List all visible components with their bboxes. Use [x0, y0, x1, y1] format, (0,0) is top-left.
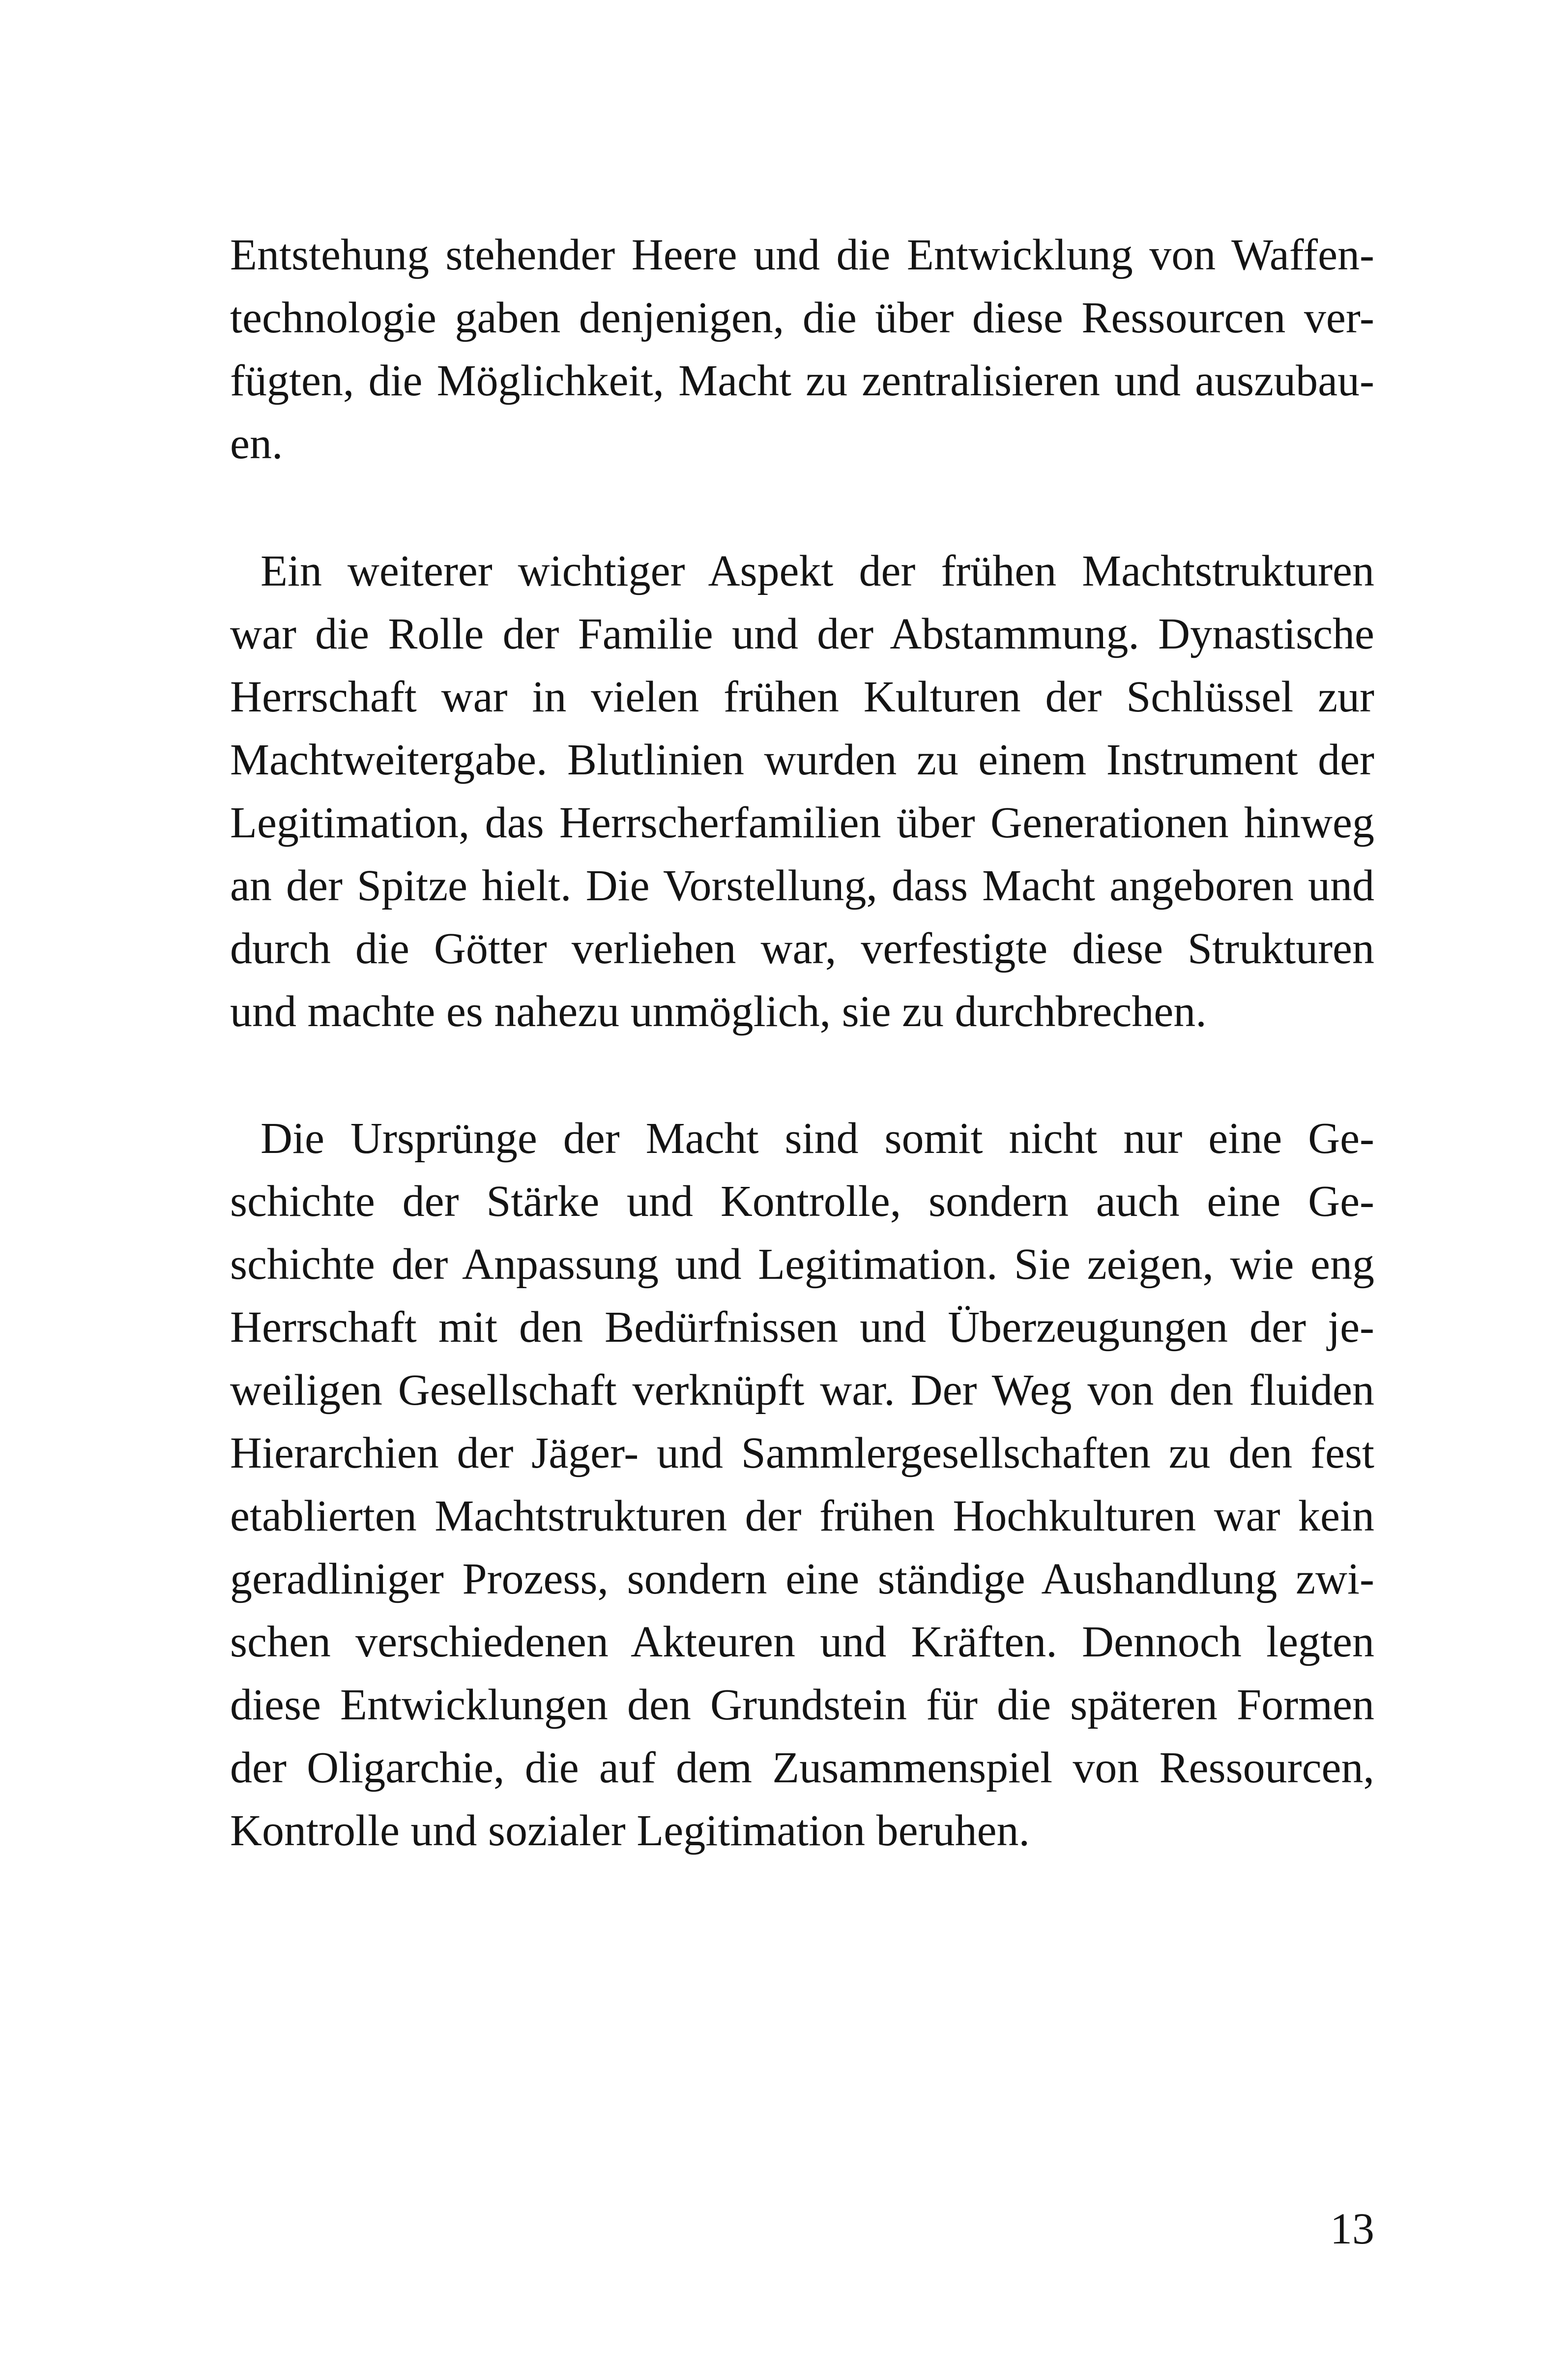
- paragraph-line: und machte es nahezu unmöglich, sie zu durchbrechen.: [230, 987, 1207, 1036]
- paragraph-line: schichte der Stärke und Kontrolle, sondern auch eine Ge-: [230, 1177, 1374, 1226]
- paragraph-line: Herrschaft mit den Bedürfnissen und Überzeugungen der je-: [230, 1303, 1374, 1352]
- paragraph-line: etablierten Machtstrukturen der frühen Hochkulturen war kein: [230, 1492, 1374, 1540]
- paragraph-line: an der Spitze hielt. Die Vorstellung, dass Macht angeboren und: [230, 861, 1374, 910]
- paragraph-line: Legitimation, das Herrscherfamilien über Generationen hinweg: [230, 798, 1374, 847]
- paragraph-line: en.: [230, 419, 283, 468]
- paragraph-line: durch die Götter verliehen war, verfestigte diese Strukturen: [230, 924, 1374, 973]
- paragraph-line: Herrschaft war in vielen frühen Kulturen der Schlüssel zur: [230, 673, 1374, 721]
- paragraph-line: schichte der Anpassung und Legitimation. Sie zeigen, wie eng: [230, 1240, 1374, 1289]
- paragraph-line: weiligen Gesellschaft verknüpft war. Der Weg von den fluiden: [230, 1366, 1374, 1415]
- paragraph-line: fügten, die Möglichkeit, Macht zu zentralisieren und auszubau-: [230, 356, 1374, 405]
- paragraph-3: [230, 1107, 1374, 1862]
- paragraph-line: Entstehung stehender Heere und die Entwicklung von Waffen-: [230, 231, 1374, 279]
- paragraph-line: technologie gaben denjenigen, die über diese Ressourcen ver-: [230, 294, 1374, 342]
- paragraph-line: Hierarchien der Jäger- und Sammlergesellschaften zu den fest: [230, 1429, 1374, 1477]
- paragraph-1: [230, 224, 1374, 475]
- paragraph-line: Ein weiterer wichtiger Aspekt der frühen Machtstrukturen: [261, 547, 1374, 595]
- paragraph-line: geradliniger Prozess, sondern eine ständige Aushandlung zwi-: [230, 1555, 1374, 1603]
- paragraph-line: schen verschiedenen Akteuren und Kräften. Dennoch legten: [230, 1618, 1374, 1666]
- page-number: 13: [1330, 2205, 1374, 2253]
- paragraph-line: Die Ursprünge der Macht sind somit nicht nur eine Ge-: [261, 1114, 1374, 1163]
- paragraph-line: Kontrolle und sozialer Legitimation beruhen.: [230, 1806, 1030, 1855]
- paragraph-line: diese Entwicklungen den Grundstein für die späteren Formen: [230, 1681, 1374, 1729]
- paragraph-2: [230, 540, 1374, 1043]
- paragraph-line: war die Rolle der Familie und der Abstammung. Dynastische: [230, 610, 1374, 658]
- paragraph-line: der Oligarchie, die auf dem Zusammenspiel von Ressourcen,: [230, 1743, 1374, 1792]
- paragraph-line: Machtweitergabe. Blutlinien wurden zu einem Instrument der: [230, 736, 1374, 784]
